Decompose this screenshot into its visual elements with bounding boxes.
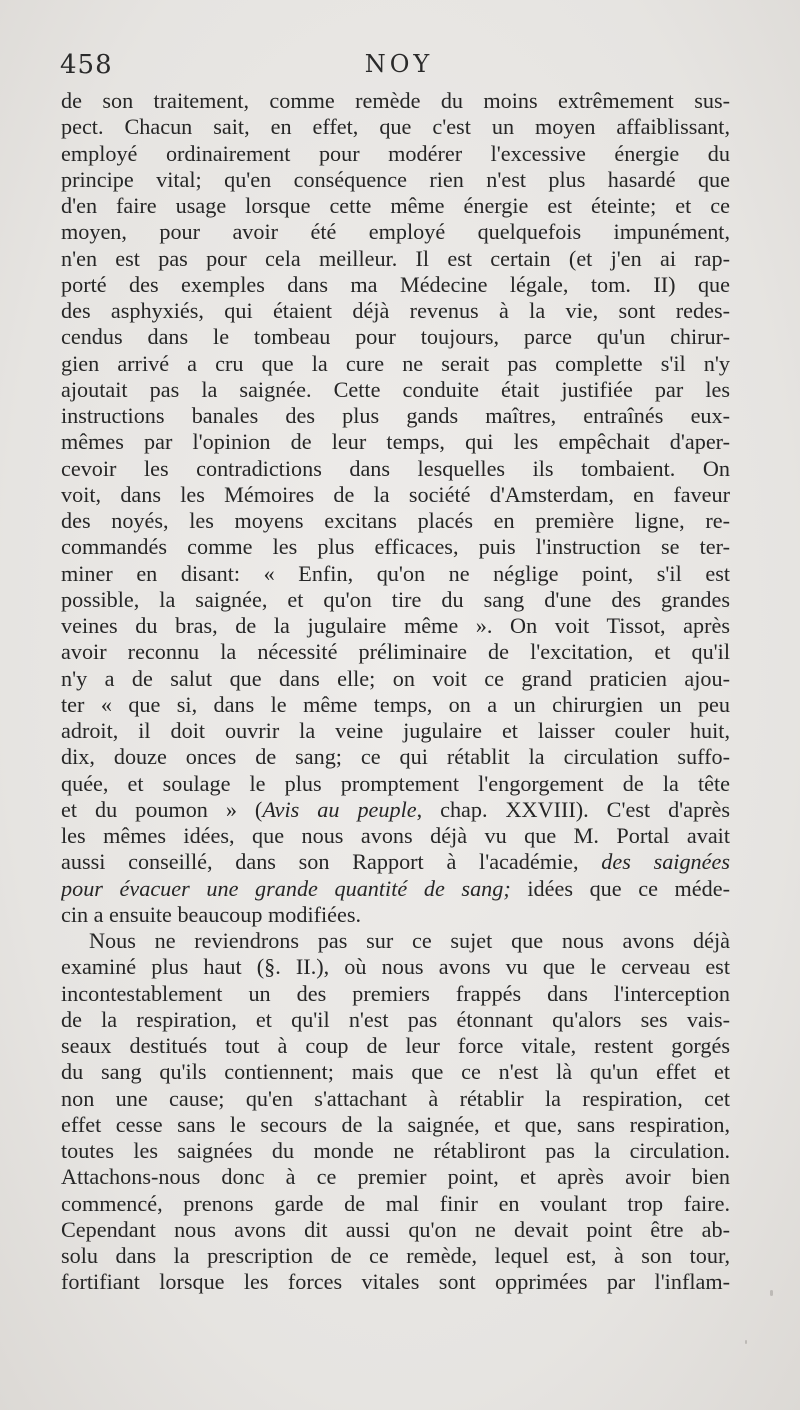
line-text: fortifiant lorsque les forces vitales sont opprimées par l'inflam- xyxy=(61,1269,730,1295)
text-line xyxy=(61,1217,730,1243)
line-text: et du poumon » ( xyxy=(61,796,263,822)
text-line xyxy=(61,797,730,823)
line-text: commencé, prenons garde de mal finir en voulant trop faire. xyxy=(61,1190,730,1216)
text-line xyxy=(61,1007,730,1033)
line-text: porté des exemples dans ma Médecine légale, tom. II) que xyxy=(61,271,730,297)
line-text: employé ordinairement pour modérer l'excessive énergie du xyxy=(61,140,730,166)
line-text: cin a ensuite beaucoup modifiées. xyxy=(61,901,362,927)
line-text: instructions banales des plus gands maîtres, entraînés eux- xyxy=(61,403,730,428)
text-line xyxy=(61,272,730,298)
line-text: Cependant nous avons dit aussi qu'on ne devait point être ab- xyxy=(61,1216,730,1242)
text-line xyxy=(61,639,730,665)
text-line xyxy=(61,534,730,560)
text-line xyxy=(61,771,730,797)
text-line xyxy=(61,1112,730,1138)
line-text: veines du bras, de la jugulaire même ». On voit Tissot, après xyxy=(61,613,730,638)
text-line xyxy=(61,88,730,114)
text-line xyxy=(61,351,730,377)
text-line xyxy=(61,1059,730,1085)
text-line xyxy=(61,456,730,482)
line-text: de la respiration, et qu'il n'est pas étonnant qu'alors ses vais- xyxy=(61,1006,730,1032)
line-text: d'en faire usage lorsque cette même énergie est éteinte; et ce xyxy=(61,193,730,218)
text-line xyxy=(61,298,730,324)
text-line xyxy=(61,429,730,455)
line-text: quée, et soulage le plus promptement l'engorgement de la tête xyxy=(61,770,730,796)
line-text: toutes les saignées du monde ne rétabliront pas la circulation. xyxy=(61,1138,730,1163)
italic-text: des saignées xyxy=(601,849,730,875)
line-text: incontestablement un des premiers frappés dans l'interception xyxy=(61,980,730,1006)
line-text: n'en est pas pour cela meilleur. Il est certain (et j'en ai rap- xyxy=(61,245,730,271)
text-line xyxy=(61,1138,730,1164)
line-text: des noyés, les moyens excitans placés en première ligne, re- xyxy=(61,508,730,533)
line-text: , chap. XXVIII). C'est d'après xyxy=(416,796,730,822)
line-text: idées que ce méde- xyxy=(510,875,730,901)
line-text: de son traitement, comme remède du moins extrêmement sus- xyxy=(61,88,730,113)
text-line xyxy=(61,403,730,429)
line-text: seaux destitués tout à coup de leur force vitale, restent gorgés xyxy=(61,1033,730,1058)
paragraph xyxy=(61,88,730,928)
line-text: aussi conseillé, dans son Rapport à l'académie, xyxy=(61,849,602,875)
line-text: adroit, il doit ouvrir la veine jugulaire et laisser couler huit, xyxy=(61,718,730,743)
text-line xyxy=(61,876,730,902)
line-text: les mêmes idées, que nous avons déjà vu que M. Portal avait xyxy=(61,823,730,848)
italic-text: pour évacuer une grande quantité de sang; xyxy=(61,875,511,901)
text-line xyxy=(61,1243,730,1269)
line-text: avoir reconnu la nécessité préliminaire de l'excitation, et qu'il xyxy=(61,639,730,665)
text-line xyxy=(61,1191,730,1217)
line-text: cendus dans le tombeau pour toujours, parce qu'un chirur- xyxy=(61,324,730,350)
page-header xyxy=(60,50,738,86)
text-line xyxy=(61,902,730,928)
line-text: possible, la saignée, et qu'on tire du sang d'une des grandes xyxy=(61,586,730,612)
line-text: miner en disant: « Enfin, qu'on ne néglige point, s'il est xyxy=(61,560,730,586)
text-line xyxy=(61,692,730,718)
line-text: voit, dans les Mémoires de la société d'Amsterdam, en faveur xyxy=(61,481,730,507)
line-text: mêmes par l'opinion de leur temps, qui les empêchait d'aper- xyxy=(61,429,730,455)
line-text: ter « que si, dans le même temps, on a un chirurgien un peu xyxy=(61,691,730,717)
text-line xyxy=(61,141,730,167)
line-text: n'y a de salut que dans elle; on voit ce grand praticien ajou- xyxy=(61,665,730,691)
paragraph xyxy=(61,928,730,1296)
paper-speck xyxy=(770,1290,773,1296)
line-text: du sang qu'ils contiennent; mais que ce n'est là qu'un effet et xyxy=(61,1059,730,1085)
text-line xyxy=(61,377,730,403)
text-line xyxy=(61,167,730,193)
text-line xyxy=(61,718,730,744)
paper-speck xyxy=(745,1340,747,1344)
text-line xyxy=(61,587,730,613)
line-text: commandés comme les plus efficaces, puis l'instruction se ter- xyxy=(61,534,730,560)
text-line xyxy=(61,561,730,587)
line-text: Nous ne reviendrons pas sur ce sujet que nous avons déjà xyxy=(89,928,730,953)
line-text: ajoutait pas la saignée. Cette conduite était justifiée par les xyxy=(61,376,730,402)
page-number: 458 xyxy=(60,50,113,80)
text-line xyxy=(61,114,730,140)
italic-text: Avis au peuple xyxy=(262,796,417,822)
line-text: Attachons-nous donc à ce premier point, et après avoir bien xyxy=(61,1164,730,1190)
text-line xyxy=(61,744,730,770)
line-text: des asphyxiés, qui étaient déjà revenus à la vie, sont redes- xyxy=(61,298,730,323)
text-line xyxy=(61,613,730,639)
line-text: gien arrivé a cru que la cure ne serait pas complette s'il n'y xyxy=(61,350,730,376)
line-text: cevoir les contradictions dans lesquelles ils tombaient. On xyxy=(61,455,730,481)
text-line xyxy=(61,1164,730,1190)
text-line xyxy=(61,1086,730,1112)
text-line xyxy=(61,482,730,508)
line-text: pect. Chacun sait, en effet, que c'est un moyen affaiblissant, xyxy=(61,114,730,140)
text-line xyxy=(61,1269,730,1295)
text-line xyxy=(61,508,730,534)
text-line xyxy=(61,1033,730,1059)
body-text xyxy=(61,88,730,1296)
line-text: effet cesse sans le secours de la saignée, et que, sans respiration, xyxy=(61,1111,730,1137)
text-line xyxy=(61,928,730,954)
text-line xyxy=(61,823,730,849)
line-text: non une cause; qu'en s'attachant à rétablir la respiration, cet xyxy=(61,1085,730,1111)
line-text: solu dans la prescription de ce remède, lequel est, à son tour, xyxy=(61,1243,730,1268)
text-line xyxy=(61,954,730,980)
text-line xyxy=(61,324,730,350)
text-line xyxy=(61,849,730,875)
text-line xyxy=(61,193,730,219)
line-text: dix, douze onces de sang; ce qui rétablit la circulation suffo- xyxy=(61,744,730,770)
line-text: moyen, pour avoir été employé quelquefois impunément, xyxy=(61,219,730,245)
text-line xyxy=(61,219,730,245)
text-line xyxy=(61,246,730,272)
line-text: principe vital; qu'en conséquence rien n'est plus hasardé que xyxy=(61,166,730,192)
line-text: examiné plus haut (§. II.), où nous avons vu que le cerveau est xyxy=(61,954,730,980)
text-line xyxy=(61,981,730,1007)
running-head: NOY xyxy=(364,50,434,78)
text-line xyxy=(61,666,730,692)
